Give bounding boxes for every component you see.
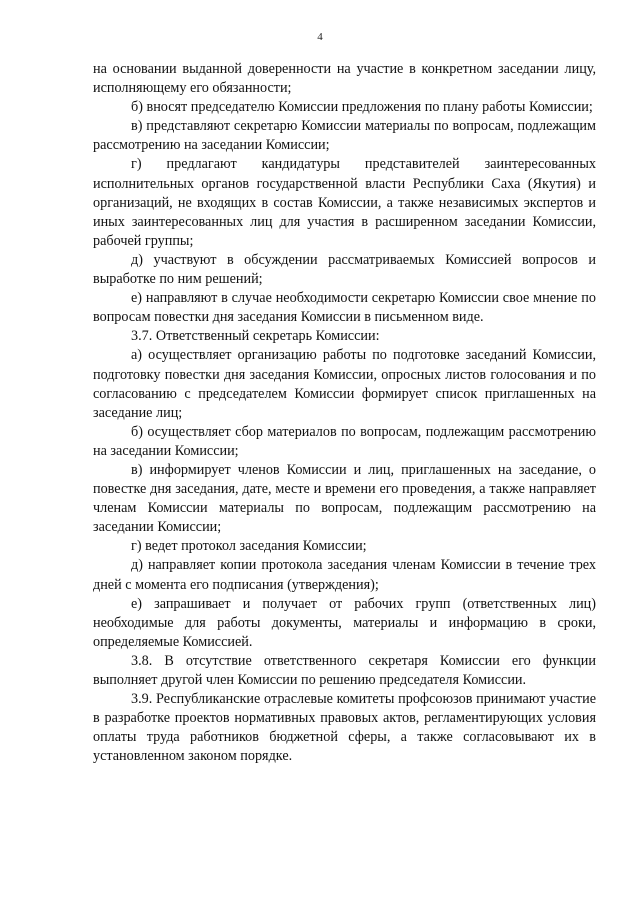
- paragraph-item-e-opinion: е) направляют в случае необходимости секретарю Комиссии свое мнение по вопросам повестки дня заседания Комиссии в письменном виде.: [93, 290, 596, 326]
- paragraph-item-b-proposals: б) вносят председателю Комиссии предложения по плану работы Комиссии;: [131, 99, 593, 116]
- paragraph-item-v-informs: в) информирует членов Комиссии и лиц, приглашенных на заседание, о повестке дня заседания, дате, месте и времени его проведения, а также направляет членам Комиссии материалы по вопросам, подлежащим рассмотрению на заседании Комиссии;: [93, 461, 596, 536]
- paragraph-item-g-protocol: г) ведет протокол заседания Комиссии;: [131, 538, 367, 555]
- paragraph-item-d-discussion: д) участвуют в обсуждении рассматриваемых Комиссией вопросов и выработке по ним решений;: [93, 251, 596, 288]
- paragraph-item-b-collection: б) осуществляет сбор материалов по вопросам, подлежащим рассмотрению на заседании Комиссии;: [93, 423, 596, 459]
- paragraph-item-e-requests: е) запрашивает и получает от рабочих групп (ответственных лиц) необходимые для работы документы, материалы и информацию в сроки, определяемые Комиссией.: [93, 595, 596, 650]
- paragraph-continuation: на основании выданной доверенности на участие в конкретном заседании лицу, исполняющему его обязанности;: [93, 61, 596, 97]
- section-3-9: 3.9. Республиканские отраслевые комитеты профсоюзов принимают участие в разработке проектов нормативных правовых актов, регламентирующих условия оплаты труда работников бюджетной сферы, а также согласовывают их в установленном законом порядке.: [93, 691, 596, 765]
- page-number: 4: [317, 31, 323, 43]
- paragraph-item-a-organization: а) осуществляет организацию работы по подготовке заседаний Комиссии, подготовку повестки дня заседания Комиссии, опросных листов голосования и по согласованию с председателем Комиссии формирует список приглашенных на заседание лиц;: [93, 347, 596, 421]
- paragraph-item-d-copies: д) направляет копии протокола заседания членам Комиссии в течение трех дней с момента его подписания (утверждения);: [93, 557, 596, 593]
- document-body: [93, 60, 596, 766]
- section-3-7-heading: 3.7. Ответственный секретарь Комиссии:: [131, 328, 380, 345]
- paragraph-item-g-candidates: г) предлагают кандидатуры представителей заинтересованных исполнительных органов государственной власти Республики Саха (Якутия) и организаций, не входящих в состав Комиссии, а также независимых экспертов и иных заинтересованных лиц для участия в расширенном заседании Комиссии, рабочей группы;: [93, 156, 596, 249]
- paragraph-item-v-materials: в) представляют секретарю Комиссии материалы по вопросам, подлежащим рассмотрению на заседании Комиссии;: [93, 118, 596, 154]
- section-3-8: 3.8. В отсутствие ответственного секретаря Комиссии его функции выполняет другой член Комиссии по решению председателя Комиссии.: [93, 652, 596, 688]
